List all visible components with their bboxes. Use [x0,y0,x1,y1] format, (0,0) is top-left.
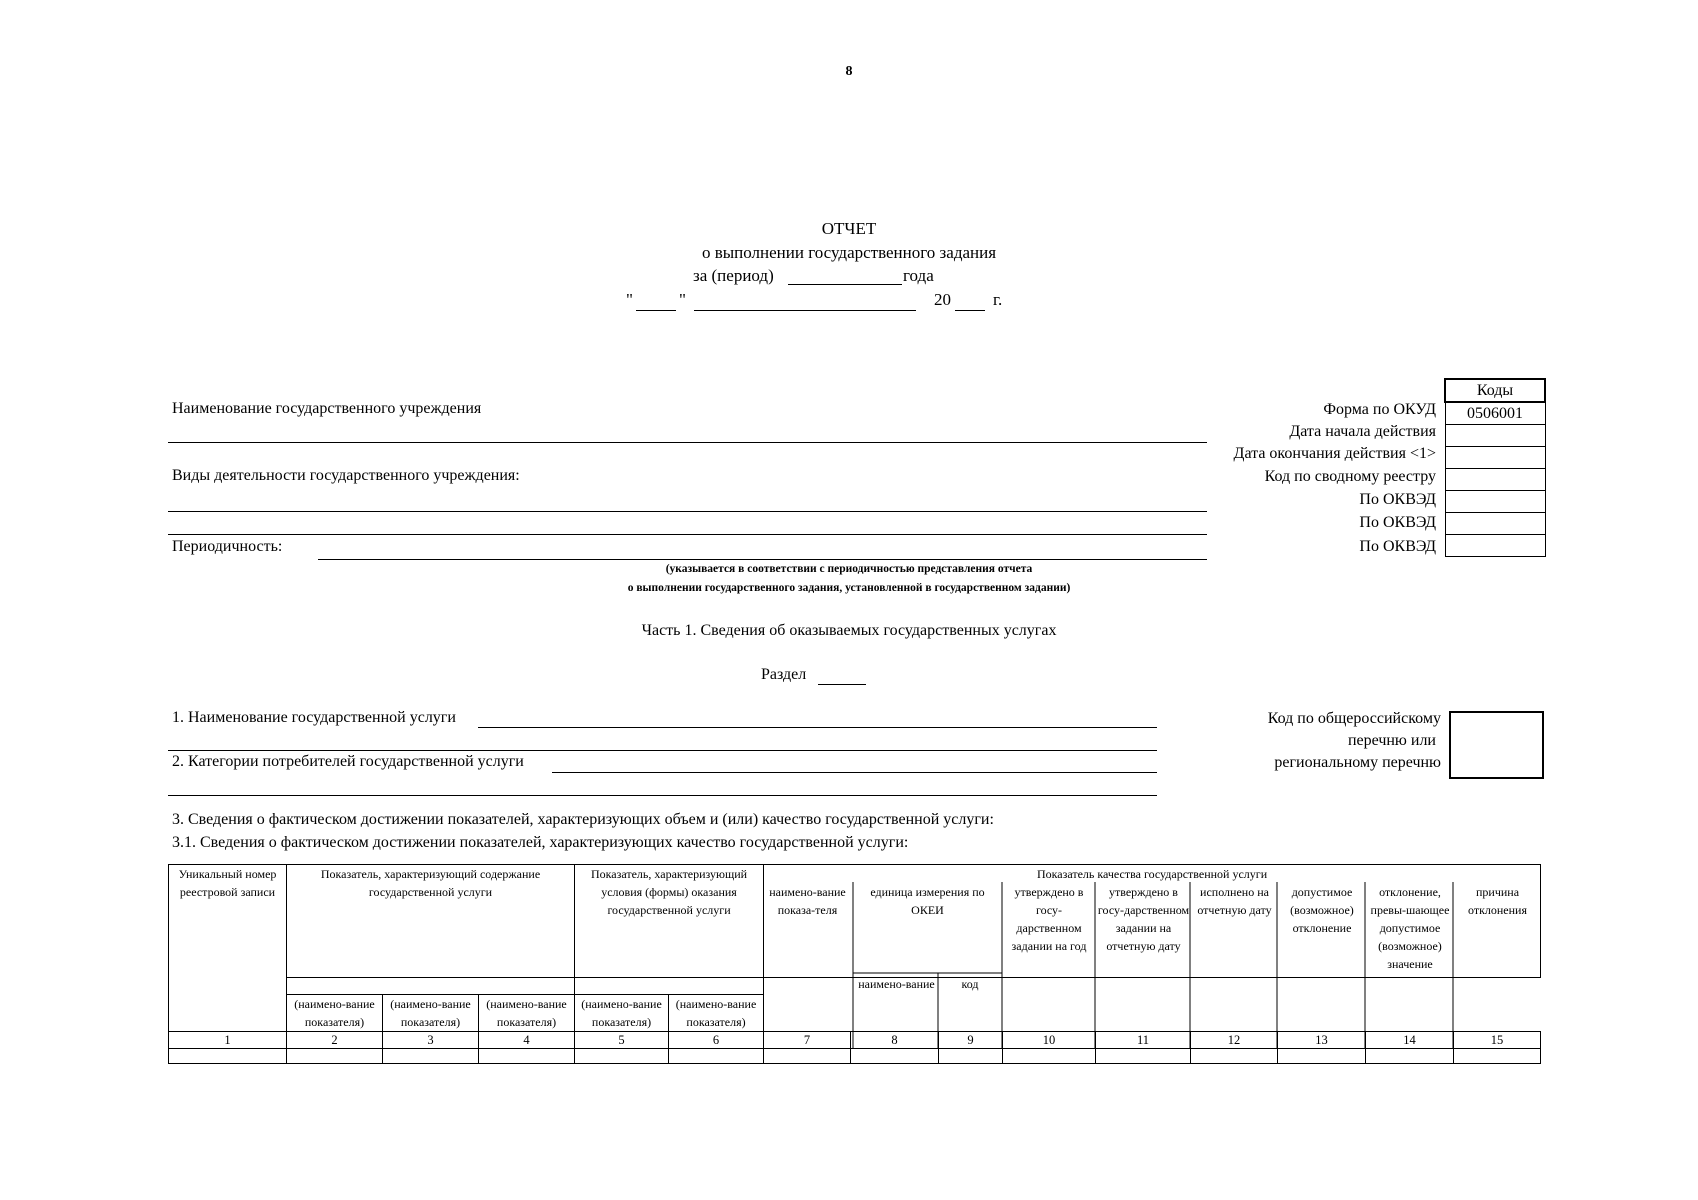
col-number-9: 9 [939,1032,1003,1049]
col-allowed-deviation: допустимое (возможное) отклонение [1290,885,1354,935]
col-number-4: 4 [479,1032,575,1049]
col-number-12: 12 [1191,1032,1278,1049]
date-quote-open: " [626,290,633,309]
col-executed: исполнено на отчетную дату [1197,885,1272,917]
col-5-sub: (наимено-вание показателя) [575,995,669,1032]
institution-label: Наименование государственного учреждения [172,400,482,417]
code-label-start-date: Дата начала действия [1289,423,1436,440]
code-label-registry: Код по сводному реестру [1264,468,1436,485]
col-approved-date: утверждено в госу-дарственном задании на отчетную дату [1097,885,1190,953]
col-number-15: 15 [1454,1032,1541,1049]
col-6-sub: (наимено-вание показателя) [669,995,764,1032]
code-label-okud: Форма по ОКУД [1323,401,1436,418]
col-approved-year: утверждено в госу-дарственном задании на год [1011,885,1087,953]
col-reason: причина отклонения [1467,885,1527,917]
page-number: 8 [845,64,853,79]
col-number-6: 6 [669,1032,764,1049]
col-unit: единица измерения по ОКЕИ [870,885,985,917]
col-2-sub: (наимено-вание показателя) [287,995,383,1032]
code-label-okved-2: По ОКВЭД [1359,514,1436,531]
registry-code-label-1: Код по общероссийскому [1267,710,1441,727]
consumers-label: 2. Категории потребителей государственной услуги [172,753,524,770]
col-indicator-name: наимено-вание показа-теля [769,885,846,917]
section3-heading: 3. Сведения о фактическом достижении показателей, характеризующих объем и (или) качество государственной услуги: [172,811,994,828]
col-number-5: 5 [575,1032,669,1049]
registry-code-label-3: региональному перечню [1274,754,1441,771]
col-conditions-indicator: Показатель, характеризующий условия (формы) оказания государственной услуги [575,865,764,978]
registry-code-label-2: перечню или [1347,732,1436,749]
col-number-14: 14 [1366,1032,1454,1049]
col-unit-code: код [961,977,979,991]
col-number-1: 1 [169,1032,287,1049]
col-content-indicator: Показатель, характеризующий содержание государственной услуги [287,865,575,978]
section-label: Раздел [761,666,807,683]
activities-label: Виды деятельности государственного учреждения: [172,467,520,484]
col-number-3: 3 [383,1032,479,1049]
year-prefix: 20 [934,290,951,309]
report-subtitle: о выполнении государственного задания [701,243,997,262]
col-unique-number: Уникальный номер реестровой записи [169,865,287,1032]
col-excess-deviation: отклонение, превы-шающее допустимое (возможное) значение [1370,885,1450,971]
col-unit-name: наимено-вание [858,977,935,991]
period-year-label: года [903,266,934,285]
date-quote-close: " [679,290,686,309]
year-suffix: г. [993,290,1003,309]
code-label-okved-3: По ОКВЭД [1359,538,1436,555]
col-number-11: 11 [1096,1032,1191,1049]
col-quality-indicator: Показатель качества государственной услуги [764,865,1541,978]
service-name-label: 1. Наименование государственной услуги [172,709,456,726]
periodicity-note-2: о выполнении государственного задания, установленной в государственном задании) [627,582,1071,594]
codes-header: Коды [1445,379,1545,402]
part1-title: Часть 1. Сведения об оказываемых государственных услугах [641,622,1057,639]
col-number-13: 13 [1278,1032,1366,1049]
col-number-2: 2 [287,1032,383,1049]
col-number-7: 7 [764,1032,851,1049]
code-label-okved-1: По ОКВЭД [1359,491,1436,508]
report-title: ОТЧЕТ [821,219,877,238]
code-value-okud[interactable]: 0506001 [1445,402,1545,425]
periodicity-note-1: (указывается в соответствии с периодичностью представления отчета [665,563,1033,575]
col-number-8: 8 [851,1032,939,1049]
period-label: за (период) [693,266,774,285]
section31-heading: 3.1. Сведения о фактическом достижении показателей, характеризующих качество государственной услуги: [172,834,909,851]
col-number-10: 10 [1003,1032,1096,1049]
code-label-end-date: Дата окончания действия <1> [1233,445,1436,462]
col-3-sub: (наимено-вание показателя) [383,995,479,1032]
col-4-sub: (наимено-вание показателя) [479,995,575,1032]
periodicity-label: Периодичность: [172,538,283,555]
